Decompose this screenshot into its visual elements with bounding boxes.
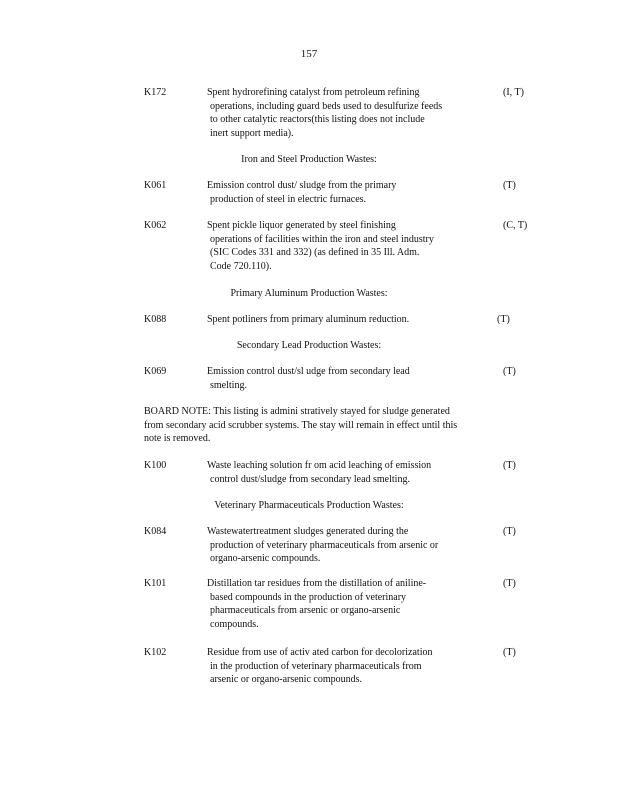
- waste-description: [207, 219, 497, 273]
- waste-code: K102: [144, 647, 167, 658]
- waste-description: [207, 525, 497, 566]
- waste-code: K062: [144, 220, 167, 231]
- hazard-code: (T): [503, 647, 516, 658]
- note-line: BOARD NOTE: This listing is admini stratively stayed for sludge generated: [144, 406, 450, 417]
- description-line: operations, including guard beds used to desulfurize feeds: [210, 100, 443, 112]
- note-line: note is removed.: [144, 433, 211, 445]
- hazard-code: (T): [503, 180, 516, 191]
- description-line: Spent pickle liquor generated by steel finishing: [207, 220, 396, 231]
- description-line: arsenic or organo-arsenic compounds.: [210, 674, 362, 686]
- waste-description: [207, 86, 497, 140]
- waste-code: K172: [144, 87, 167, 98]
- description-line: Distillation tar residues from the distillation of aniline-: [207, 578, 427, 589]
- description-line: Spent potliners from primary aluminum reduction.: [207, 314, 410, 325]
- waste-code: K088: [144, 314, 167, 325]
- board-note: [144, 405, 534, 446]
- waste-code: K061: [144, 180, 167, 191]
- description-line: Wastewatertreatment sludges generated during the: [207, 526, 409, 537]
- description-line: Waste leaching solution fr om acid leaching of emission: [207, 460, 432, 471]
- waste-description: [207, 577, 497, 631]
- waste-description: [207, 179, 497, 206]
- note-line: from secondary acid scrubber systems. The stay will remain in effect until this: [144, 419, 458, 431]
- waste-description: [207, 646, 497, 687]
- description-line: Emission control dust/ sludge from the primary: [207, 180, 397, 191]
- hazard-code: (T): [503, 460, 516, 471]
- hazard-code: (T): [503, 578, 516, 589]
- section-heading: Veterinary Pharmaceuticals Production Wastes:: [214, 500, 404, 511]
- description-line: in the production of veterinary pharmaceuticals from: [210, 660, 422, 672]
- waste-code: K069: [144, 366, 167, 377]
- description-line: Residue from use of activ ated carbon for decolorization: [207, 647, 433, 658]
- description-line: control dust/sludge from secondary lead smelting.: [210, 473, 410, 485]
- hazard-code: (T): [497, 314, 510, 325]
- description-line: Emission control dust/sl udge from secondary lead: [207, 366, 410, 377]
- waste-code: K101: [144, 578, 167, 589]
- section-heading: Secondary Lead Production Wastes:: [236, 340, 382, 351]
- description-line: (SIC Codes 331 and 332) (as defined in 35 Ill. Adm.: [210, 247, 420, 259]
- section-heading: Primary Aluminum Production Wastes:: [230, 288, 388, 299]
- description-line: Code 720.110).: [210, 260, 272, 272]
- description-line: smelting.: [210, 379, 247, 391]
- waste-description: [207, 313, 497, 327]
- description-line: inert support media).: [210, 127, 294, 139]
- description-line: compounds.: [210, 618, 259, 630]
- description-line: production of veterinary pharmaceuticals from arsenic or: [210, 539, 439, 551]
- hazard-code: (T): [503, 366, 516, 377]
- hazard-code: (C, T): [503, 220, 528, 231]
- waste-description: [207, 459, 497, 486]
- hazard-code: (I, T): [503, 87, 524, 98]
- hazard-code: (T): [503, 526, 516, 537]
- description-line: pharmaceuticals from arsenic or organo-arsenic: [210, 605, 401, 617]
- description-line: operations of facilities within the iron and steel industry: [210, 233, 434, 245]
- waste-code: K084: [144, 526, 167, 537]
- waste-code: K100: [144, 460, 167, 471]
- description-line: Spent hydrorefining catalyst from petroleum refining: [207, 87, 420, 98]
- description-line: based compounds in the production of veterinary: [210, 591, 407, 603]
- description-line: production of steel in electric furnaces.: [210, 193, 367, 205]
- page-number: 157: [300, 48, 318, 60]
- section-heading: Iron and Steel Production Wastes:: [241, 154, 377, 165]
- description-line: organo-arsenic compounds.: [210, 553, 321, 565]
- waste-description: [207, 365, 497, 392]
- description-line: to other catalytic reactors(this listing does not include: [210, 114, 425, 126]
